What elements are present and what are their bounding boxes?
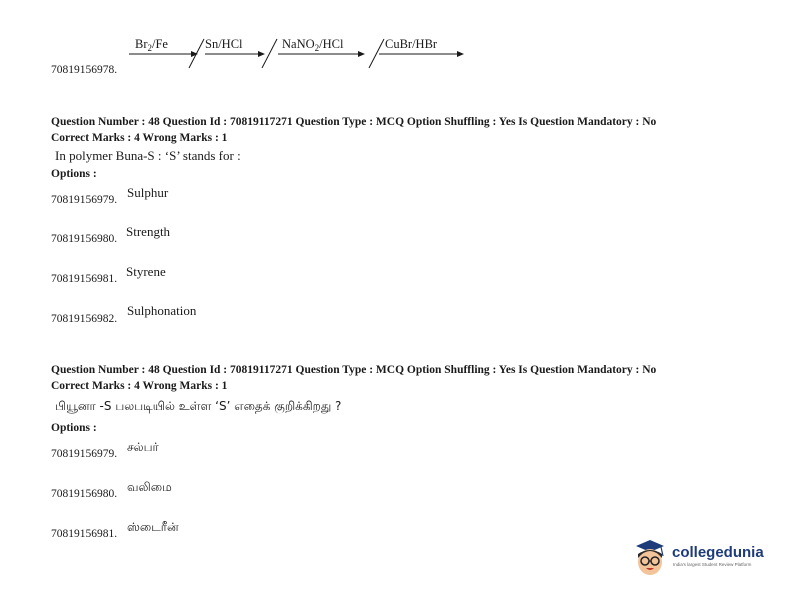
q2-header-line1: Question Number : 48 Question Id : 70819117271 Question Type : MCQ Option Shuffling : Yes Is Question Mandatory : No bbox=[51, 364, 657, 376]
q2-option-1-text: சல்பர் bbox=[127, 440, 159, 454]
mascot-logo-icon bbox=[630, 536, 670, 580]
q1-option-1-id: 70819156979. bbox=[51, 194, 118, 206]
q1-question-text: In polymer Buna-S : ‘S’ stands for : bbox=[55, 148, 241, 163]
q1-option-2-id: 70819156980. bbox=[51, 233, 118, 245]
q1-option-3-text: Styrene bbox=[126, 264, 166, 279]
q1-option-4-id: 70819156982. bbox=[51, 313, 118, 325]
q2-options-label: Options : bbox=[51, 422, 97, 434]
q1-option-1-text: Sulphur bbox=[127, 185, 169, 200]
previous-option-id: 70819156978. bbox=[51, 64, 118, 76]
q2-header-line2: Correct Marks : 4 Wrong Marks : 1 bbox=[51, 380, 228, 392]
arrowhead-3 bbox=[358, 51, 365, 57]
q2-question-text: பியூனா -S பலபடியில் உள்ள ‘S’ எதைக் குறிக்கிறது ? bbox=[55, 399, 342, 413]
q2-option-2-text: வலிமை bbox=[127, 480, 172, 494]
q1-option-2-text: Strength bbox=[126, 224, 171, 239]
watermark-brand-name: collegedunia bbox=[672, 544, 764, 561]
q1-option-4-text: Sulphonation bbox=[127, 303, 197, 318]
reagent-br2-fe: $Br_2/Fe$ bbox=[135, 37, 168, 53]
watermark-tagline: India's largest Student Review Platform bbox=[673, 562, 752, 567]
q2-option-3-text: ஸ்டைரீன் bbox=[127, 520, 179, 534]
reaction-scheme bbox=[125, 34, 470, 74]
arrowhead-2 bbox=[258, 51, 265, 57]
reagent-cubr-hbr: CuBr/HBr bbox=[385, 37, 438, 51]
q1-header-line2: Correct Marks : 4 Wrong Marks : 1 bbox=[51, 132, 228, 144]
q2-option-2-id: 70819156980. bbox=[51, 488, 118, 500]
reagent-nano2-hcl: NaNO$_2$/HCl bbox=[282, 37, 344, 53]
reagent-sn-hcl: Sn/HCl bbox=[205, 37, 243, 51]
collegedunia-watermark bbox=[630, 536, 770, 580]
step-separator-2 bbox=[262, 39, 277, 68]
q2-option-3-id: 70819156981. bbox=[51, 528, 118, 540]
q1-header-line1: Question Number : 48 Question Id : 70819117271 Question Type : MCQ Option Shuffling : Yes Is Question Mandatory : No bbox=[51, 116, 657, 128]
q2-option-1-id: 70819156979. bbox=[51, 448, 118, 460]
arrowhead-4 bbox=[457, 51, 464, 57]
q1-option-3-id: 70819156981. bbox=[51, 273, 118, 285]
q1-options-label: Options : bbox=[51, 168, 97, 180]
